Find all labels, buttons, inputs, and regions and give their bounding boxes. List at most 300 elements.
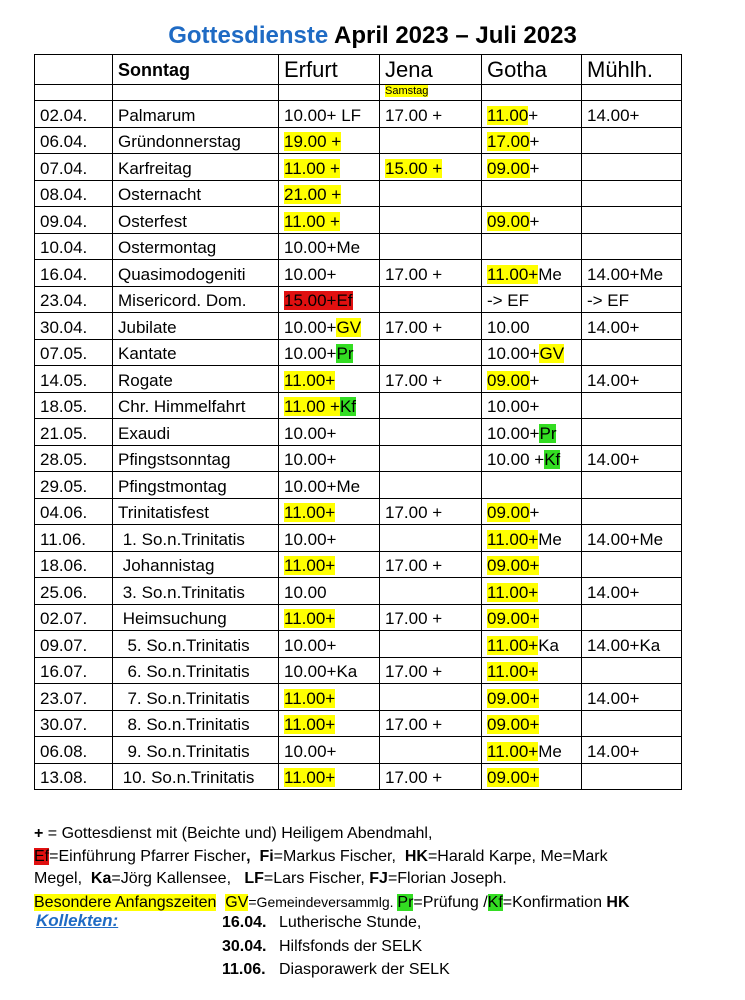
- date-cell: 06.04.: [35, 127, 113, 154]
- muehl-time: 14.00+Me: [587, 529, 664, 549]
- gotha-time: +: [529, 211, 540, 231]
- kollekten-label[interactable]: Kollekten:: [36, 911, 119, 930]
- gotha-time: Me: [538, 529, 562, 549]
- sunday-name-cell: 8. So.n.Trinitatis: [113, 710, 279, 737]
- kollekte-item: [222, 911, 450, 935]
- muehl-cell: [582, 684, 682, 711]
- muehl-time: 14.00+: [587, 370, 640, 390]
- date-cell: 13.08.: [35, 763, 113, 790]
- gotha-cell: [482, 445, 582, 472]
- muehl-cell: [582, 392, 682, 419]
- muehl-cell: [582, 207, 682, 234]
- jena-cell: [380, 313, 482, 340]
- gotha-time: 11.00+: [487, 529, 539, 549]
- legend-text: Ef: [34, 847, 50, 865]
- gotha-cell: [482, 631, 582, 658]
- erfurt-cell: [279, 604, 380, 631]
- muehl-cell: [582, 551, 682, 578]
- gotha-time: 09.00+: [487, 556, 540, 575]
- table-row: [35, 657, 682, 684]
- legend-text: =Harald Karpe, Me=Mark: [427, 847, 608, 865]
- muehl-cell: [582, 737, 682, 764]
- gotha-time: 10.00+: [487, 423, 540, 443]
- jena-cell: [380, 445, 482, 472]
- gotha-cell: [482, 207, 582, 234]
- date-cell: 09.04.: [35, 207, 113, 234]
- erfurt-cell: [279, 233, 380, 260]
- legend-text: [216, 894, 225, 911]
- table-row: [35, 737, 682, 764]
- jena-cell: [380, 498, 482, 525]
- legend-line: [34, 823, 734, 846]
- erfurt-cell: [279, 551, 380, 578]
- gotha-time: Kf: [544, 450, 561, 469]
- table-row: [35, 472, 682, 499]
- erfurt-time: 10.00+: [284, 450, 337, 469]
- erfurt-cell: [279, 710, 380, 737]
- sunday-name-cell: Heimsuchung: [113, 604, 279, 631]
- jena-cell: [380, 101, 482, 128]
- legend-text: Besondere Anfangszeiten: [34, 893, 217, 911]
- muehl-cell: [582, 472, 682, 499]
- erfurt-time: 10.00+ LF: [284, 105, 362, 125]
- sunday-name-cell: 5. So.n.Trinitatis: [113, 631, 279, 658]
- legend-text: Pr: [397, 893, 414, 911]
- gotha-cell: [482, 710, 582, 737]
- date-cell: 02.07.: [35, 604, 113, 631]
- date-cell: 18.05.: [35, 392, 113, 419]
- muehl-cell: [582, 710, 682, 737]
- sunday-name-cell: Misericord. Dom.: [113, 286, 279, 313]
- muehl-time: -> EF: [587, 291, 630, 310]
- erfurt-cell: [279, 366, 380, 393]
- erfurt-time: 21.00 +: [284, 185, 342, 204]
- table-row: [35, 207, 682, 234]
- gotha-time: 11.00+: [487, 662, 539, 681]
- erfurt-time: 11.00 +: [284, 158, 340, 178]
- header-muehlh: Mühlh.: [582, 55, 682, 85]
- gotha-time: 10.00+: [487, 344, 540, 363]
- gotha-time: Ka: [538, 635, 560, 655]
- table-row: [35, 339, 682, 366]
- muehl-cell: [582, 154, 682, 181]
- erfurt-cell: [279, 657, 380, 684]
- sunday-name-cell: Osterfest: [113, 207, 279, 234]
- legend-text: =Einführung Pfarrer Fischer: [49, 847, 247, 865]
- jena-time: 17.00 +: [385, 105, 443, 125]
- jena-time: 17.00 +: [385, 715, 443, 734]
- erfurt-time: 19.00 +: [284, 132, 342, 151]
- date-cell: 16.04.: [35, 260, 113, 287]
- erfurt-cell: [279, 286, 380, 313]
- erfurt-time: Kf: [339, 397, 356, 416]
- erfurt-time: 11.00+: [284, 503, 336, 522]
- muehl-cell: [582, 366, 682, 393]
- gotha-cell: [482, 286, 582, 313]
- date-cell: 30.04.: [35, 313, 113, 340]
- date-cell: 21.05.: [35, 419, 113, 446]
- muehl-cell: [582, 498, 682, 525]
- jena-time: 15.00 +: [385, 158, 443, 178]
- gotha-time: 09.00: [487, 211, 530, 231]
- sunday-name-cell: Quasimodogeniti: [113, 260, 279, 287]
- erfurt-time: 11.00 +: [284, 211, 340, 231]
- table-row: [35, 180, 682, 207]
- jena-time: 17.00 +: [385, 503, 443, 522]
- table-row: [35, 551, 682, 578]
- gotha-time: 09.00: [487, 158, 530, 178]
- sunday-name-cell: 3. So.n.Trinitatis: [113, 578, 279, 605]
- muehl-time: 14.00+: [587, 105, 640, 125]
- erfurt-time: 10.00+: [284, 741, 337, 761]
- gotha-cell: [482, 737, 582, 764]
- erfurt-cell: [279, 631, 380, 658]
- erfurt-time: 10.00+: [284, 529, 337, 549]
- gotha-time: 10.00: [487, 317, 530, 337]
- gotha-cell: [482, 127, 582, 154]
- gotha-cell: [482, 392, 582, 419]
- muehl-cell: [582, 525, 682, 552]
- muehl-cell: [582, 339, 682, 366]
- date-cell: 04.06.: [35, 498, 113, 525]
- header-jena: Jena: [380, 55, 482, 85]
- sunday-name-cell: 7. So.n.Trinitatis: [113, 684, 279, 711]
- date-cell: 07.04.: [35, 154, 113, 181]
- jena-time: 17.00 +: [385, 609, 443, 628]
- table-row: [35, 392, 682, 419]
- muehl-time: 14.00+: [587, 741, 640, 761]
- legend-text: Fi: [259, 847, 274, 865]
- erfurt-cell: [279, 260, 380, 287]
- jena-time: 17.00 +: [385, 264, 443, 284]
- kollekte-date: 16.04.: [222, 914, 267, 931]
- table-row: [35, 525, 682, 552]
- legend-text: =Lars Fischer,: [263, 870, 370, 887]
- jena-cell: [380, 737, 482, 764]
- table-row: [35, 710, 682, 737]
- kollekte-text: Diasporawerk der SELK: [279, 961, 450, 978]
- date-cell: 28.05.: [35, 445, 113, 472]
- gotha-time: 17.00: [487, 132, 530, 151]
- jena-cell: [380, 472, 482, 499]
- legend: [34, 823, 734, 914]
- erfurt-cell: [279, 525, 380, 552]
- erfurt-cell: [279, 684, 380, 711]
- legend-line: [34, 846, 734, 869]
- erfurt-cell: [279, 445, 380, 472]
- muehl-cell: [582, 180, 682, 207]
- erfurt-cell: [279, 313, 380, 340]
- gotha-time: +: [529, 158, 540, 178]
- erfurt-cell: [279, 472, 380, 499]
- legend-text: =Jörg Kallensee,: [111, 870, 245, 887]
- date-cell: 16.07.: [35, 657, 113, 684]
- header-gotha: Gotha: [482, 55, 582, 85]
- legend-text: =Florian Joseph.: [387, 870, 507, 887]
- muehl-time: 14.00+Ka: [587, 635, 661, 655]
- jena-cell: [380, 419, 482, 446]
- erfurt-cell: [279, 498, 380, 525]
- gotha-cell: [482, 233, 582, 260]
- gotha-time: 10.00 +: [487, 450, 545, 469]
- erfurt-cell: [279, 737, 380, 764]
- gotha-time: 09.00: [487, 503, 530, 522]
- kollekten-list: [222, 911, 450, 982]
- erfurt-time: 11.00+: [284, 688, 336, 708]
- gotha-time: 09.00+: [487, 715, 540, 734]
- jena-time: 17.00 +: [385, 370, 443, 390]
- erfurt-cell: [279, 578, 380, 605]
- muehl-time: 14.00+: [587, 582, 640, 602]
- muehl-time: 14.00+: [587, 317, 640, 337]
- legend-text: ,: [246, 847, 251, 865]
- table-row: [35, 684, 682, 711]
- legend-text: = Gottesdienst mit (Beichte und) Heiligem Abendmahl,: [43, 825, 433, 842]
- legend-text: GV: [225, 893, 249, 911]
- date-cell: 08.04.: [35, 180, 113, 207]
- erfurt-time: 10.00: [284, 582, 327, 602]
- date-cell: 06.08.: [35, 737, 113, 764]
- muehl-time: 14.00+: [587, 450, 640, 469]
- erfurt-cell: [279, 339, 380, 366]
- erfurt-time: 10.00+: [284, 344, 337, 363]
- legend-text: =Konfirmation: [502, 893, 607, 911]
- jena-cell: [380, 763, 482, 790]
- erfurt-cell: [279, 419, 380, 446]
- erfurt-cell: [279, 392, 380, 419]
- muehl-cell: [582, 286, 682, 313]
- legend-text: HK: [404, 847, 428, 865]
- sunday-name-cell: 9. So.n.Trinitatis: [113, 737, 279, 764]
- sunday-name-cell: Karfreitag: [113, 154, 279, 181]
- sunday-name-cell: Ostermontag: [113, 233, 279, 260]
- jena-cell: [380, 154, 482, 181]
- sunday-name-cell: Johannistag: [113, 551, 279, 578]
- legend-text: FJ: [369, 870, 388, 887]
- title-part2: April 2023 – Juli 2023: [334, 22, 577, 49]
- gotha-time: +: [528, 105, 539, 125]
- erfurt-cell: [279, 763, 380, 790]
- muehl-cell: [582, 631, 682, 658]
- gotha-time: 09.00+: [487, 688, 540, 708]
- erfurt-time: 10.00+: [284, 264, 337, 284]
- table-row: [35, 101, 682, 128]
- header-date: [35, 55, 113, 85]
- sunday-name-cell: Trinitatisfest: [113, 498, 279, 525]
- gotha-time: GV: [539, 344, 565, 363]
- date-cell: 18.06.: [35, 551, 113, 578]
- sunday-name-cell: 10. So.n.Trinitatis: [113, 763, 279, 790]
- erfurt-time: 10.00+: [284, 423, 337, 443]
- erfurt-time: Pr: [336, 344, 354, 363]
- jena-cell: [380, 710, 482, 737]
- gotha-cell: [482, 498, 582, 525]
- kollekte-date: 30.04.: [222, 937, 267, 955]
- gotha-cell: [482, 657, 582, 684]
- table-row: [35, 445, 682, 472]
- gotha-time: Me: [538, 264, 562, 284]
- gotha-time: Me: [538, 741, 562, 761]
- page-title: [0, 22, 745, 50]
- muehl-time: 14.00+: [587, 688, 640, 708]
- gotha-time: 09.00+: [487, 609, 540, 628]
- jena-cell: [380, 260, 482, 287]
- erfurt-time: 11.00+: [284, 768, 336, 787]
- muehl-cell: [582, 127, 682, 154]
- schedule-table: [34, 54, 682, 790]
- gotha-cell: [482, 684, 582, 711]
- jena-cell: [380, 366, 482, 393]
- legend-line: [34, 868, 734, 891]
- sunday-name-cell: Kantate: [113, 339, 279, 366]
- legend-text: =Prüfung /: [413, 893, 488, 911]
- gotha-time: +: [529, 370, 540, 390]
- gotha-time: 09.00+: [487, 768, 540, 787]
- table-row: [35, 313, 682, 340]
- gotha-time: +: [529, 132, 540, 151]
- jena-cell: [380, 551, 482, 578]
- jena-note: Samstag: [385, 85, 429, 97]
- legend-text: +: [34, 825, 44, 842]
- erfurt-time: 10.00+Ka: [284, 662, 358, 681]
- table-row: [35, 154, 682, 181]
- erfurt-cell: [279, 180, 380, 207]
- table-row: [35, 366, 682, 393]
- header-erfurt: Erfurt: [279, 55, 380, 85]
- muehl-time: 14.00+Me: [587, 264, 664, 284]
- gotha-cell: [482, 419, 582, 446]
- gotha-time: 11.00+: [487, 635, 539, 655]
- gotha-cell: [482, 366, 582, 393]
- gotha-time: 09.00: [487, 370, 530, 390]
- table-row: [35, 578, 682, 605]
- sunday-name-cell: Rogate: [113, 366, 279, 393]
- jena-cell: [380, 180, 482, 207]
- gotha-time: 11.00: [487, 105, 529, 125]
- erfurt-cell: [279, 127, 380, 154]
- gotha-time: 11.00+: [487, 264, 539, 284]
- jena-cell: [380, 392, 482, 419]
- kollekte-text: Lutherische Stunde,: [279, 914, 422, 931]
- gotha-cell: [482, 472, 582, 499]
- jena-time: 17.00 +: [385, 317, 443, 337]
- gotha-cell: [482, 604, 582, 631]
- table-row: [35, 763, 682, 790]
- table-row: [35, 498, 682, 525]
- erfurt-time: 10.00+: [284, 635, 337, 655]
- legend-text: Ka: [90, 870, 112, 887]
- gotha-cell: [482, 154, 582, 181]
- date-cell: 23.04.: [35, 286, 113, 313]
- erfurt-time: 11.00+: [284, 370, 336, 390]
- table-row: [35, 604, 682, 631]
- legend-text: Megel,: [34, 870, 91, 887]
- gotha-cell: [482, 525, 582, 552]
- jena-time: 17.00 +: [385, 662, 443, 681]
- erfurt-time: GV: [336, 317, 362, 337]
- erfurt-cell: [279, 207, 380, 234]
- gotha-time: 11.00+: [487, 582, 539, 602]
- jena-time: 17.00 +: [385, 768, 443, 787]
- gotha-time: +: [529, 503, 540, 522]
- jena-cell: [380, 631, 482, 658]
- jena-cell: [380, 578, 482, 605]
- muehl-cell: [582, 604, 682, 631]
- date-cell: 09.07.: [35, 631, 113, 658]
- jena-cell: [380, 684, 482, 711]
- date-cell: 02.04.: [35, 101, 113, 128]
- jena-time: 17.00 +: [385, 556, 443, 575]
- erfurt-time: 10.00+: [284, 317, 337, 337]
- date-cell: 23.07.: [35, 684, 113, 711]
- jena-cell: [380, 525, 482, 552]
- jena-cell: [380, 339, 482, 366]
- header-row: [35, 55, 682, 85]
- legend-text: Kf: [487, 893, 503, 911]
- date-cell: 29.05.: [35, 472, 113, 499]
- date-cell: 14.05.: [35, 366, 113, 393]
- sunday-name-cell: Pfingstsonntag: [113, 445, 279, 472]
- muehl-cell: [582, 419, 682, 446]
- date-cell: 07.05.: [35, 339, 113, 366]
- muehl-cell: [582, 260, 682, 287]
- gotha-cell: [482, 180, 582, 207]
- kollekte-text: Hilfsfonds der SELK: [279, 937, 423, 955]
- kollekte-date: 11.06.: [222, 961, 266, 978]
- date-cell: 11.06.: [35, 525, 113, 552]
- erfurt-time: 10.00+Me: [284, 476, 361, 496]
- gotha-cell: [482, 313, 582, 340]
- muehl-cell: [582, 101, 682, 128]
- erfurt-cell: [279, 101, 380, 128]
- sunday-name-cell: 6. So.n.Trinitatis: [113, 657, 279, 684]
- gotha-time: Pr: [539, 423, 557, 443]
- gotha-time: -> EF: [487, 291, 530, 310]
- erfurt-time: 11.00+: [284, 609, 336, 628]
- gotha-cell: [482, 101, 582, 128]
- table-row: [35, 419, 682, 446]
- jena-cell: [380, 127, 482, 154]
- subheader-row: [35, 85, 682, 101]
- date-cell: 10.04.: [35, 233, 113, 260]
- header-sonntag: Sonntag: [113, 55, 279, 85]
- jena-cell: [380, 233, 482, 260]
- table-row: [35, 127, 682, 154]
- muehl-cell: [582, 445, 682, 472]
- erfurt-time: 11.00+: [284, 715, 336, 734]
- kollekte-item: [222, 958, 450, 982]
- kollekte-item: [222, 935, 450, 959]
- erfurt-time: 11.00 +: [284, 397, 340, 416]
- table-row: [35, 260, 682, 287]
- muehl-cell: [582, 313, 682, 340]
- sunday-name-cell: Chr. Himmelfahrt: [113, 392, 279, 419]
- gotha-cell: [482, 339, 582, 366]
- erfurt-time: 11.00+: [284, 556, 336, 575]
- jena-cell: [380, 207, 482, 234]
- sunday-name-cell: Exaudi: [113, 419, 279, 446]
- sunday-name-cell: Gründonnerstag: [113, 127, 279, 154]
- sunday-name-cell: Osternacht: [113, 180, 279, 207]
- table-row: [35, 631, 682, 658]
- legend-text: LF: [244, 870, 264, 887]
- sunday-name-cell: Palmarum: [113, 101, 279, 128]
- legend-text: =Markus Fischer,: [273, 847, 405, 865]
- gotha-cell: [482, 260, 582, 287]
- date-cell: 30.07.: [35, 710, 113, 737]
- jena-cell: [380, 604, 482, 631]
- date-cell: 25.06.: [35, 578, 113, 605]
